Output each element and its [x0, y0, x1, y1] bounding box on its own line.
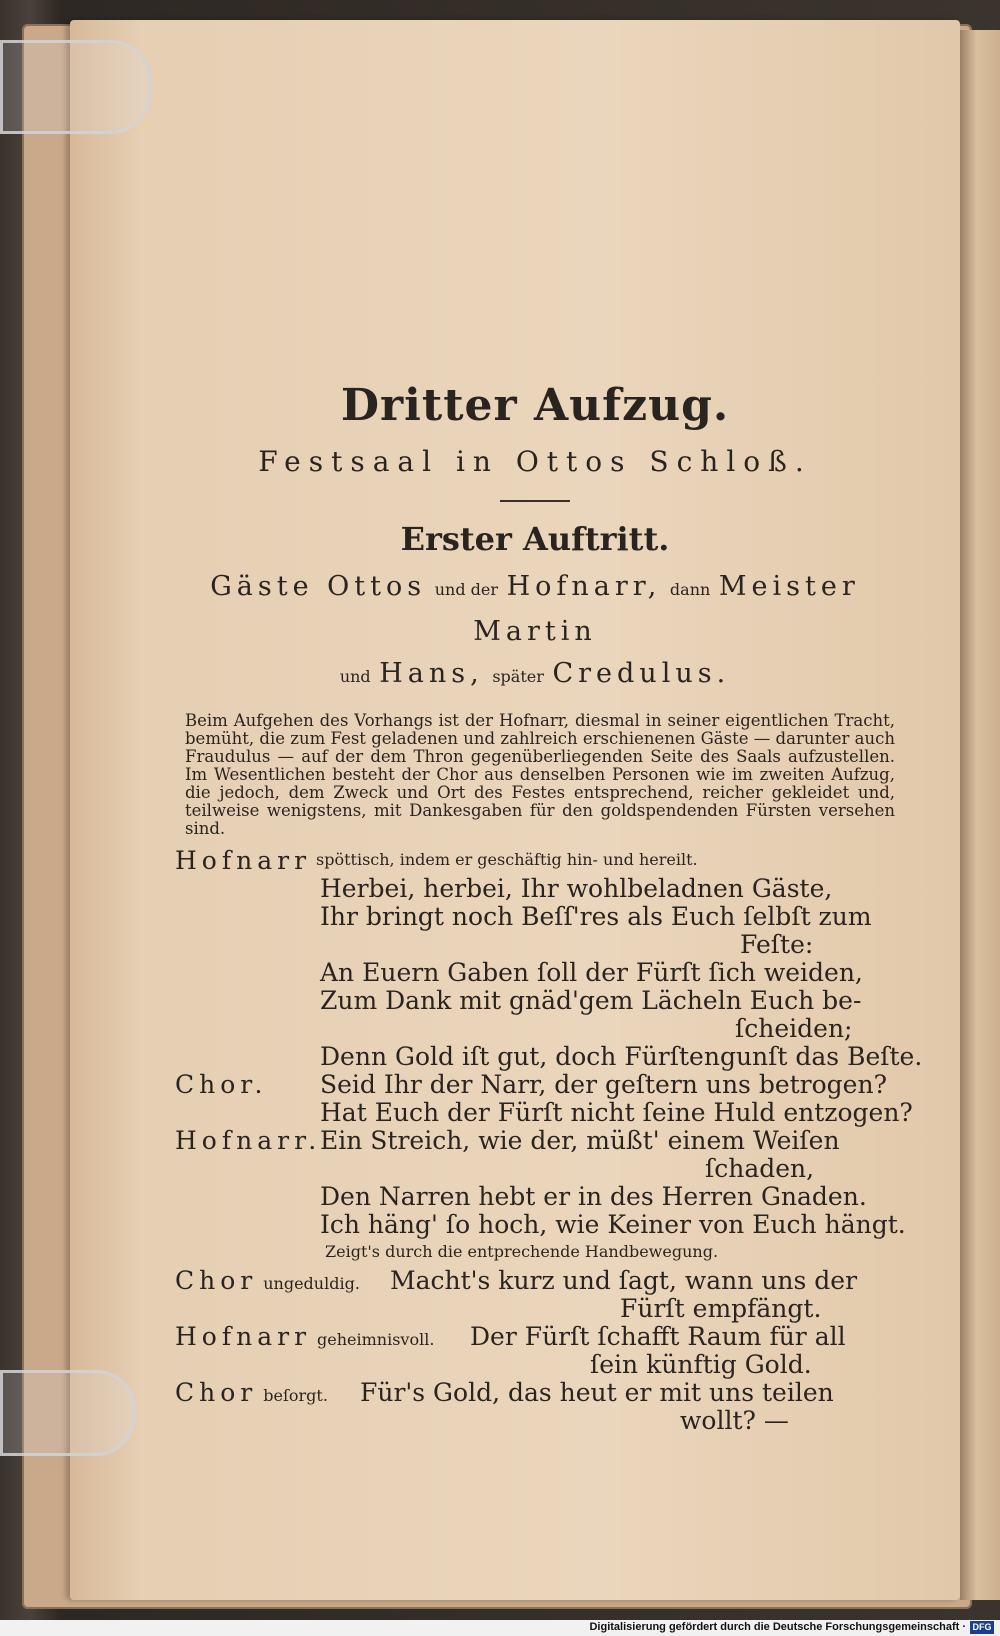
- stage-note: geheimnisvoll.: [317, 1330, 435, 1349]
- speaker-name: Chor: [175, 1378, 258, 1407]
- verse-text: Herbei, herbei, Ihr wohlbeladnen Gäste,: [320, 874, 833, 903]
- cast-line-2: [175, 653, 895, 698]
- top-page-clip: [0, 40, 151, 134]
- verse-continuation: Fürſt empfängt.: [620, 1294, 822, 1323]
- stage-note: spöttisch, indem er geschäftig hin- und hereilt.: [316, 850, 698, 869]
- verse-line: [175, 1042, 923, 1071]
- cast-conj-3: und: [339, 667, 371, 686]
- stage-note: Zeigt's durch die entprechende Handbewegung.: [325, 1242, 719, 1261]
- verse-line: [175, 874, 895, 902]
- scene-title: Erster Auftritt.: [400, 520, 670, 558]
- dialogue-line: [175, 1126, 895, 1154]
- verse-text: Der Fürſt ſchafft Raum für all: [470, 1322, 846, 1351]
- verse-text: Denn Gold iſt gut, doch Fürſtengunſt das Beſte.: [320, 1042, 923, 1071]
- speaker-chor: Chor.: [175, 1070, 268, 1099]
- verse-line: [175, 1098, 913, 1127]
- cast-list: [175, 566, 895, 698]
- setting-subtitle: Festsaal in Ottos Schloß.: [258, 445, 812, 478]
- verse-continuation: ſchaden,: [705, 1154, 815, 1183]
- verse-text: Zum Dank mit gnäd'gem Lächeln Euch be-: [320, 986, 862, 1015]
- cast-credulus: Credulus.: [552, 658, 731, 689]
- verse-text: Seid Ihr der Narr, der geſtern uns betrogen?: [320, 1070, 887, 1099]
- verse-line: [175, 1294, 895, 1322]
- dialogue-line: [175, 1322, 895, 1350]
- speaker-chor: [175, 1378, 328, 1407]
- cast-line-1: [175, 566, 895, 653]
- cast-conj-1: und der: [434, 580, 499, 599]
- verse-continuation: Feſte:: [740, 930, 814, 959]
- verse-continuation: wollt? —: [680, 1406, 789, 1435]
- separator-rule: [500, 500, 570, 502]
- speaker-hofnarr: Hofnarr: [175, 846, 312, 875]
- dialogue-line: [175, 1266, 895, 1294]
- verse-text: Ihr bringt noch Beſſ'res als Euch ſelbſt zum: [320, 902, 872, 931]
- verse-line: [175, 1210, 906, 1239]
- verse-text: Ein Streich, wie der, müßt' einem Weiſen: [320, 1126, 840, 1155]
- dialogue-line: [175, 1378, 895, 1406]
- cast-conj-4: später: [492, 667, 544, 686]
- verse-continuation: ſcheiden;: [735, 1014, 853, 1043]
- speaker-hofnarr: Hofnarr.: [175, 1126, 322, 1155]
- verse-text: Für's Gold, das heut er mit uns teilen: [360, 1378, 834, 1407]
- verse-line: [175, 1154, 895, 1182]
- page-text: [175, 380, 923, 1435]
- dfg-logo: DFG: [970, 1621, 994, 1634]
- stage-note: ungeduldig.: [263, 1274, 360, 1293]
- verse-line: [175, 986, 895, 1014]
- stage-direction: Beim Aufgehen des Vorhangs ist der Hofnarr, diesmal in seiner eigentlichen Tracht, bemüht, die zum Fest geladenen und zahlreich erschienenen Gäste — darunter auch Fraudulus — auf der dem Thron gegenüberliegenden Seite des Saals aufzustellen. Im Wesentlichen besteht der Chor aus denselben Personen wie im zweiten Aufzug, die jedoch, dem Zweck und Ort des Festes entsprechend, reicher gekleidet und, teilweise wenigstens, mit Dankesgaben für den goldspendenden Fürsten versehen sind.: [185, 711, 895, 838]
- speaker-name: Hofnarr: [175, 1322, 312, 1351]
- stage-note: beſorgt.: [263, 1386, 328, 1405]
- speaker-hofnarr: [175, 1322, 434, 1351]
- cast-hans: Hans,: [379, 658, 484, 689]
- verse-line: [175, 1406, 895, 1434]
- cast-meister-martin: Meister Martin: [473, 571, 860, 647]
- funding-credit: Digitalisierung gefördert durch die Deutsche Forschungsgemeinschaft ·: [589, 1621, 966, 1633]
- cast-conj-2: dann: [669, 580, 711, 599]
- verse-line: [175, 1350, 895, 1378]
- cast-guests: Gäste Ottos: [210, 571, 427, 602]
- speaker-chor: [175, 1266, 360, 1295]
- verse-line: [175, 1182, 895, 1210]
- cast-hofnarr: Hofnarr,: [506, 571, 662, 602]
- verse-text: Hat Euch der Fürſt nicht ſeine Huld entzogen?: [320, 1098, 913, 1127]
- stage-note-line: [175, 1238, 895, 1266]
- verse-line: [175, 930, 895, 958]
- act-title: Dritter Aufzug.: [340, 380, 730, 431]
- bottom-page-clip: [0, 1370, 136, 1456]
- verse-line: [175, 958, 895, 986]
- verse-text: Den Narren hebt er in des Herren Gnaden.: [320, 1182, 867, 1211]
- verse-text: Ich häng' ſo hoch, wie Keiner von Euch hängt.: [320, 1210, 906, 1239]
- verse-continuation: ſein künftig Gold.: [590, 1350, 812, 1379]
- verse-line: [175, 1014, 895, 1042]
- verse-text: An Euern Gaben ſoll der Fürſt ſich weiden,: [320, 958, 863, 987]
- speaker-name: Chor: [175, 1266, 258, 1295]
- dialogue-line: [175, 846, 895, 874]
- facing-page-edge: [960, 30, 1000, 1600]
- verse-text: Macht's kurz und ſagt, wann uns der: [390, 1266, 858, 1295]
- dialogue-line: [175, 1070, 895, 1098]
- verse-line: [175, 902, 895, 930]
